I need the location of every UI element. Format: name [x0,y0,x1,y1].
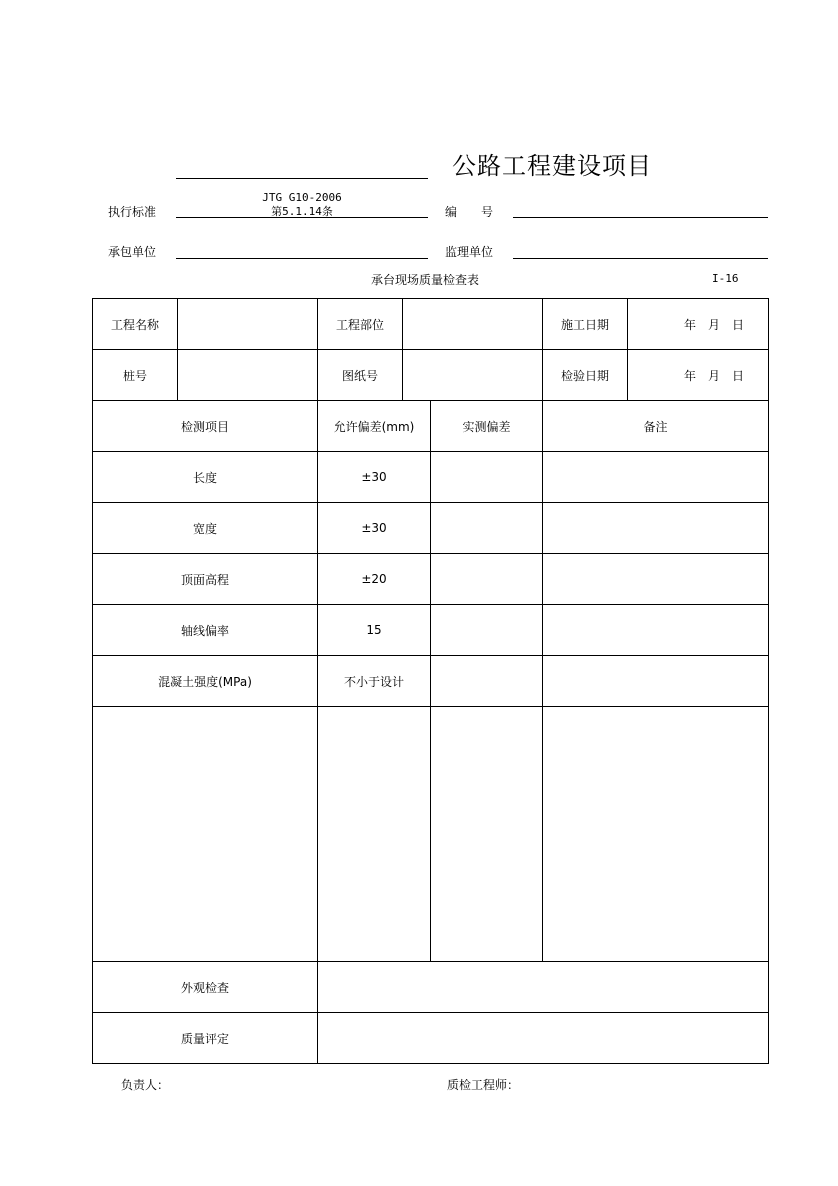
row-tolerance: 15 [317,604,431,656]
row-tolerance: ±30 [317,451,431,503]
drawing-no-label: 图纸号 [317,349,403,401]
supervisor-field[interactable] [513,258,768,259]
standard-line [176,217,428,218]
appearance-label: 外观检查 [92,961,318,1013]
pile-no-label: 桩号 [92,349,178,401]
header-item: 检测项目 [92,400,318,452]
header-measured: 实测偏差 [430,400,543,452]
quality-field[interactable] [317,1012,769,1064]
row-remarks-field[interactable] [542,451,769,503]
row-remarks-field[interactable] [542,553,769,605]
blank-tolerance-field[interactable] [317,706,431,962]
standard-value-line2: 第5.1.14条 [271,205,333,218]
row-item: 混凝土强度(MPa) [92,655,318,707]
supervisor-label: 监理单位 [445,245,494,259]
row-item: 轴线偏率 [92,604,318,656]
number-label: 编 号 [445,205,494,219]
blank-item-field[interactable] [92,706,318,962]
project-name-field[interactable] [177,298,318,350]
date-placeholder: 年 月 日 [683,368,744,383]
drawing-no-field[interactable] [402,349,543,401]
construction-date-field[interactable] [627,298,769,350]
date-placeholder: 年 月 日 [683,317,744,332]
row-item: 顶面高程 [92,553,318,605]
number-field[interactable] [513,217,768,218]
blank-remarks-field[interactable] [542,706,769,962]
form-code: I-16 [712,272,739,285]
header-remarks: 备注 [542,400,769,452]
contractor-label: 承包单位 [108,245,157,259]
project-part-field[interactable] [402,298,543,350]
blank-measured-field[interactable] [430,706,543,962]
row-remarks-field[interactable] [542,502,769,554]
row-item: 宽度 [92,502,318,554]
pile-no-field[interactable] [177,349,318,401]
appearance-field[interactable] [317,961,769,1013]
row-remarks-field[interactable] [542,655,769,707]
row-measured-field[interactable] [430,655,543,707]
row-measured-field[interactable] [430,553,543,605]
standard-label: 执行标准 [108,205,157,219]
page-title: 公路工程建设项目 [452,152,652,180]
form-title: 承台现场质量检查表 [371,273,480,287]
row-tolerance: ±20 [317,553,431,605]
row-measured-field[interactable] [430,451,543,503]
row-item: 长度 [92,451,318,503]
row-tolerance: ±30 [317,502,431,554]
inspection-date-label: 检验日期 [542,349,628,401]
quality-label: 质量评定 [92,1012,318,1064]
responsible-label: 负责人： [121,1078,170,1092]
row-tolerance: 不小于设计 [317,655,431,707]
standard-value-line1: JTG G10-2006 [262,191,342,204]
inspection-date-field[interactable] [627,349,769,401]
row-remarks-field[interactable] [542,604,769,656]
project-name-label: 工程名称 [92,298,178,350]
project-name-line [176,178,428,179]
project-part-label: 工程部位 [317,298,403,350]
qc-engineer-label: 质检工程师： [447,1078,520,1092]
row-measured-field[interactable] [430,502,543,554]
row-measured-field[interactable] [430,604,543,656]
construction-date-label: 施工日期 [542,298,628,350]
contractor-field[interactable] [176,258,428,259]
header-tolerance: 允许偏差(mm) [317,400,431,452]
